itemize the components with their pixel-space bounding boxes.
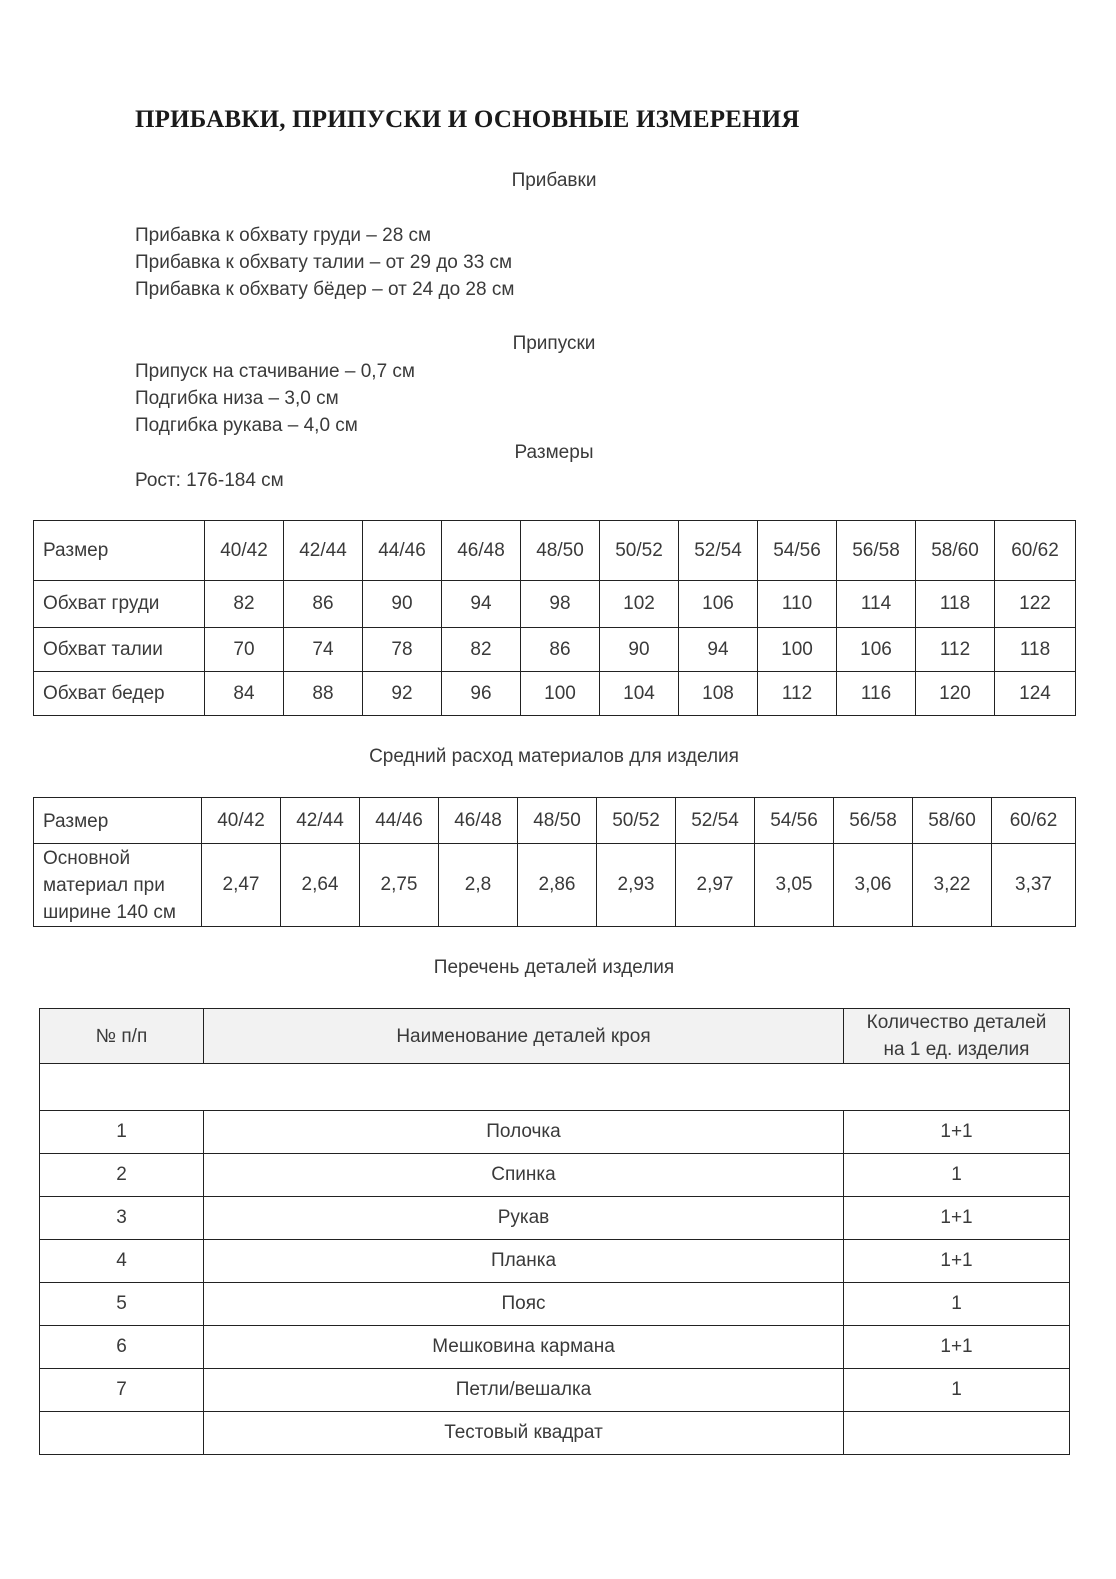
row-label: Обхват бедер: [34, 672, 205, 716]
part-name: Петли/вешалка: [204, 1369, 844, 1412]
part-quantity: 1+1: [844, 1240, 1070, 1283]
table-row: [40, 1111, 1070, 1154]
column-header-name: Наименование деталей кроя: [204, 1009, 844, 1064]
part-number: 1: [40, 1111, 204, 1154]
size-label: Размер: [34, 798, 202, 844]
seams-heading: Припуски: [512, 333, 596, 354]
size-cell: 40/42: [202, 798, 281, 844]
size-cell: 58/60: [913, 798, 992, 844]
size-cell: 50/52: [597, 798, 676, 844]
value-cell: 94: [442, 581, 521, 628]
empty-cell: [40, 1064, 1070, 1111]
table-row: [40, 1326, 1070, 1369]
value-cell: 114: [837, 581, 916, 628]
part-number: 2: [40, 1154, 204, 1197]
table-row: [40, 1197, 1070, 1240]
value-cell: 118: [916, 581, 995, 628]
part-quantity: [844, 1412, 1070, 1455]
seam-line: Подгибка низа – 3,0 см: [135, 388, 339, 409]
table-row: [40, 1369, 1070, 1412]
size-cell: 48/50: [518, 798, 597, 844]
parts-header-row: [40, 1009, 1070, 1064]
part-number: 7: [40, 1369, 204, 1412]
value-cell: 112: [916, 628, 995, 672]
value-cell: 3,06: [834, 844, 913, 927]
value-cell: 120: [916, 672, 995, 716]
value-cell: 106: [837, 628, 916, 672]
row-label: Обхват груди: [34, 581, 205, 628]
size-cell: 46/48: [439, 798, 518, 844]
value-cell: 2,86: [518, 844, 597, 927]
part-name: Планка: [204, 1240, 844, 1283]
value-cell: 110: [758, 581, 837, 628]
part-name: Спинка: [204, 1154, 844, 1197]
part-name: Мешковина кармана: [204, 1326, 844, 1369]
value-cell: 100: [521, 672, 600, 716]
seams-list: [135, 358, 415, 439]
value-cell: 74: [284, 628, 363, 672]
column-header-quantity: [844, 1009, 1070, 1064]
table-row: [40, 1154, 1070, 1197]
value-cell: 82: [442, 628, 521, 672]
value-cell: 3,37: [992, 844, 1076, 927]
part-number: 4: [40, 1240, 204, 1283]
value-cell: 92: [363, 672, 442, 716]
value-cell: 96: [442, 672, 521, 716]
size-cell: 46/48: [442, 521, 521, 581]
table-row: [34, 628, 1076, 672]
table-row: [34, 581, 1076, 628]
value-cell: 86: [521, 628, 600, 672]
column-header-quantity-line: Количество деталей: [866, 1012, 1047, 1033]
value-cell: 2,93: [597, 844, 676, 927]
size-cell: 50/52: [600, 521, 679, 581]
seam-line: Подгибка рукава – 4,0 см: [135, 415, 358, 436]
value-cell: 94: [679, 628, 758, 672]
part-quantity: 1+1: [844, 1197, 1070, 1240]
materials-heading: Средний расход материалов для изделия: [369, 746, 739, 767]
empty-row: [40, 1064, 1070, 1111]
part-name: Полочка: [204, 1111, 844, 1154]
sizes-header-row: [34, 521, 1076, 581]
parts-heading: Перечень деталей изделия: [433, 957, 675, 978]
value-cell: 116: [837, 672, 916, 716]
materials-header-row: [34, 798, 1076, 844]
size-cell: 58/60: [916, 521, 995, 581]
allowance-line: Прибавка к обхвату груди – 28 см: [135, 225, 432, 246]
part-name: Пояс: [204, 1283, 844, 1326]
value-cell: 78: [363, 628, 442, 672]
size-cell: 54/56: [755, 798, 834, 844]
row-label-line: Основной: [43, 848, 131, 869]
part-number: [40, 1412, 204, 1455]
value-cell: 122: [995, 581, 1076, 628]
value-cell: 88: [284, 672, 363, 716]
table-row: [40, 1412, 1070, 1455]
size-cell: 56/58: [834, 798, 913, 844]
size-cell: 44/46: [363, 521, 442, 581]
value-cell: 70: [205, 628, 284, 672]
row-label-line: материал при: [43, 875, 165, 896]
part-quantity: 1: [844, 1154, 1070, 1197]
size-cell: 52/54: [679, 521, 758, 581]
allowances-heading: Прибавки: [511, 170, 597, 191]
value-cell: 82: [205, 581, 284, 628]
value-cell: 106: [679, 581, 758, 628]
value-cell: 2,47: [202, 844, 281, 927]
column-header-quantity-line: на 1 ед. изделия: [883, 1039, 1030, 1060]
value-cell: 102: [600, 581, 679, 628]
value-cell: 118: [995, 628, 1076, 672]
part-quantity: 1+1: [844, 1326, 1070, 1369]
sizes-table: [33, 520, 1076, 716]
value-cell: 84: [205, 672, 284, 716]
size-cell: 56/58: [837, 521, 916, 581]
value-cell: 100: [758, 628, 837, 672]
part-number: 5: [40, 1283, 204, 1326]
page-title: ПРИБАВКИ, ПРИПУСКИ И ОСНОВНЫЕ ИЗМЕРЕНИЯ: [135, 106, 800, 133]
allowance-line: Прибавка к обхвату бёдер – от 24 до 28 см: [135, 279, 515, 300]
parts-table: [39, 1008, 1070, 1455]
size-cell: 42/44: [284, 521, 363, 581]
value-cell: 2,75: [360, 844, 439, 927]
part-quantity: 1: [844, 1283, 1070, 1326]
value-cell: 86: [284, 581, 363, 628]
size-cell: 52/54: [676, 798, 755, 844]
table-row: [40, 1283, 1070, 1326]
column-header-number: № п/п: [40, 1009, 204, 1064]
size-cell: 60/62: [992, 798, 1076, 844]
value-cell: 2,64: [281, 844, 360, 927]
size-cell: 54/56: [758, 521, 837, 581]
value-cell: 124: [995, 672, 1076, 716]
size-cell: 48/50: [521, 521, 600, 581]
height-line: Рост: 176-184 см: [135, 470, 284, 491]
size-label: Размер: [34, 521, 205, 581]
seam-line: Припуск на стачивание – 0,7 см: [135, 361, 415, 382]
sizes-heading: Размеры: [514, 442, 594, 463]
materials-table: [33, 797, 1076, 927]
value-cell: 108: [679, 672, 758, 716]
table-row: [34, 844, 1076, 927]
table-row: [40, 1240, 1070, 1283]
row-label-line: ширине 140 см: [43, 902, 176, 923]
allowances-list: [135, 222, 514, 303]
value-cell: 3,05: [755, 844, 834, 927]
part-number: 6: [40, 1326, 204, 1369]
value-cell: 112: [758, 672, 837, 716]
size-cell: 42/44: [281, 798, 360, 844]
part-quantity: 1+1: [844, 1111, 1070, 1154]
value-cell: 2,97: [676, 844, 755, 927]
part-number: 3: [40, 1197, 204, 1240]
row-label: Обхват талии: [34, 628, 205, 672]
size-cell: 60/62: [995, 521, 1076, 581]
size-cell: 44/46: [360, 798, 439, 844]
part-quantity: 1: [844, 1369, 1070, 1412]
row-label: [34, 844, 202, 927]
value-cell: 2,8: [439, 844, 518, 927]
value-cell: 104: [600, 672, 679, 716]
table-row: [34, 672, 1076, 716]
value-cell: 90: [363, 581, 442, 628]
size-cell: 40/42: [205, 521, 284, 581]
value-cell: 90: [600, 628, 679, 672]
value-cell: 98: [521, 581, 600, 628]
allowance-line: Прибавка к обхвату талии – от 29 до 33 см: [135, 252, 513, 273]
part-name: Рукав: [204, 1197, 844, 1240]
part-name: Тестовый квадрат: [204, 1412, 844, 1455]
value-cell: 3,22: [913, 844, 992, 927]
